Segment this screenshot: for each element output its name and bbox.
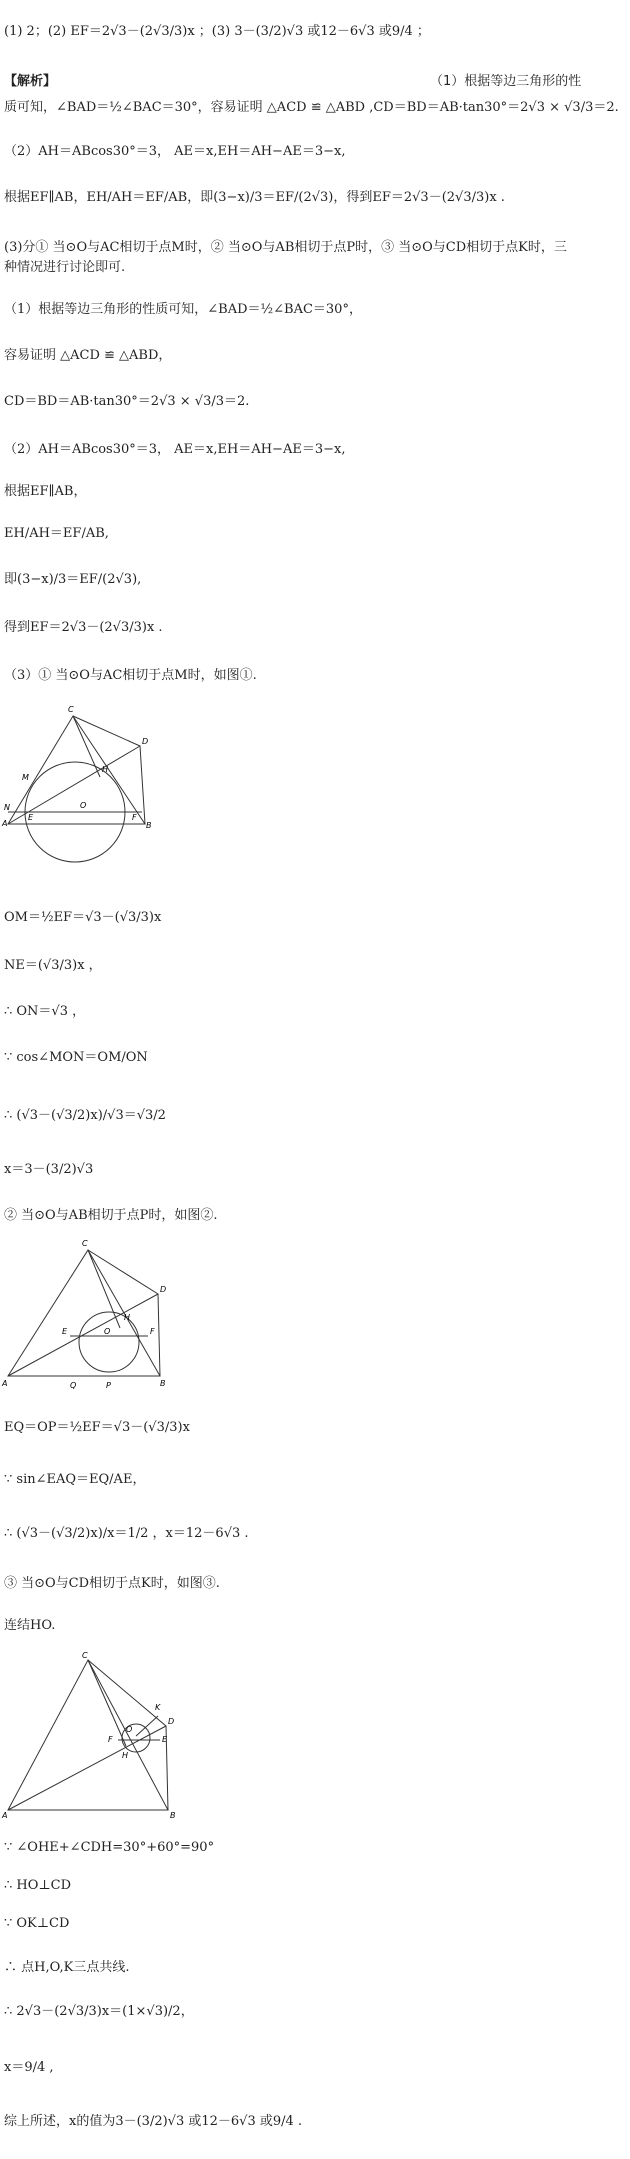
- analysis-title: 【解析】: [4, 74, 57, 89]
- figure-3: [0, 1650, 180, 1820]
- solution-s8: 得到EF＝2√3－(2√3/3)x .: [4, 620, 163, 635]
- case3-final: 综上所述，x的值为3－(3/2)√3 或12－6√3 或9/4 .: [4, 2114, 303, 2129]
- case3-c4: ∴ 点H,O,K三点共线.: [4, 1960, 130, 1975]
- case3-c1: ∵ ∠OHE+∠CDH=30°+60°=90°: [4, 1840, 215, 1855]
- analysis-p1-head: （1）根据等边三角形的性: [430, 74, 582, 89]
- analysis-p2: （2）AH＝ABcos30°＝3， AE＝x,EH＝AH−AE＝3−x,: [4, 144, 346, 159]
- label-h: H: [102, 765, 109, 774]
- case3-head: ③ 当⊙O与CD相切于点K时，如图③.: [4, 1576, 220, 1591]
- figure-2: [0, 1236, 170, 1396]
- solution-s6: EH/AH＝EF/AB,: [4, 526, 109, 541]
- analysis-p5: 种情况进行讨论即可.: [4, 260, 126, 275]
- label-p: P: [106, 1381, 111, 1390]
- label-k: K: [155, 1703, 161, 1712]
- label-a: A: [2, 1811, 8, 1820]
- label-o: O: [80, 801, 87, 810]
- label-d: D: [142, 737, 149, 746]
- analysis-p4: (3)分① 当⊙O与AC相切于点M时，② 当⊙O与AB相切于点P时，③ 当⊙O与CD相切于点K时，三: [4, 240, 567, 255]
- label-a: A: [2, 819, 8, 828]
- label-f: F: [150, 1327, 155, 1336]
- label-c: C: [82, 1239, 88, 1248]
- label-e: E: [62, 1327, 68, 1336]
- label-h: H: [122, 1751, 129, 1760]
- label-e: E: [162, 1735, 168, 1744]
- label-b: B: [160, 1379, 166, 1388]
- label-q: Q: [70, 1381, 77, 1390]
- solution-s3: CD＝BD＝AB·tan30°＝2√3 × √3/3＝2.: [4, 394, 250, 409]
- label-b: B: [146, 821, 152, 830]
- case2-head: ② 当⊙O与AB相切于点P时，如图②.: [4, 1208, 218, 1223]
- case3-c3: ∵ OK⊥CD: [4, 1916, 70, 1931]
- case1-c3: ∴ ON＝√3 ，: [4, 1004, 86, 1019]
- case3-c2: ∴ HO⊥CD: [4, 1878, 71, 1893]
- solution-s1: （1）根据等边三角形的性质可知，∠BAD＝½∠BAC＝30°，: [4, 302, 362, 317]
- label-h: H: [124, 1313, 131, 1322]
- label-e: E: [28, 813, 34, 822]
- label-o: O: [104, 1327, 111, 1336]
- case2-c2: ∵ sin∠EAQ＝EQ/AE，: [4, 1472, 146, 1487]
- analysis-p3: 根据EF∥AB，EH/AH＝EF/AB，即(3−x)/3＝EF/(2√3)，得到EF＝2√3－(2√3/3)x .: [4, 190, 505, 205]
- case1-c5: ∴ (√3－(√3/2)x)/√3＝√3/2: [4, 1108, 166, 1123]
- label-a: A: [2, 1379, 8, 1388]
- case1-c1: OM＝½EF＝√3－(√3/3)x: [4, 910, 162, 925]
- case3-c6: x＝9/4 ,: [4, 2060, 54, 2075]
- label-f: F: [132, 813, 137, 822]
- figure-1: [0, 700, 170, 880]
- case1-c2: NE＝(√3/3)x ，: [4, 958, 102, 973]
- solution-s4: （2）AH＝ABcos30°＝3， AE＝x,EH＝AH−AE＝3−x,: [4, 442, 346, 457]
- analysis-p1-body: 质可知，∠BAD＝½∠BAC＝30°，容易证明 △ACD ≌ △ABD ,CD＝BD＝AB·tan30°＝2√3 × √3/3＝2.: [4, 100, 619, 115]
- label-c: C: [68, 705, 74, 714]
- label-m: M: [22, 773, 29, 782]
- case3-c0: 连结HO.: [4, 1618, 56, 1633]
- answer-line: (1) 2；(2) EF＝2√3－(2√3/3)x ；(3) 3－(3/2)√3 或12－6√3 或9/4 ；: [4, 24, 430, 39]
- label-b: B: [170, 1811, 176, 1820]
- label-o: O: [126, 1725, 133, 1734]
- case1-c6: x＝3－(3/2)√3: [4, 1162, 94, 1177]
- label-n: N: [4, 803, 10, 812]
- case1-c4: ∵ cos∠MON＝OM/ON: [4, 1050, 148, 1065]
- case2-c1: EQ＝OP＝½EF＝√3－(√3/3)x: [4, 1420, 190, 1435]
- label-d: D: [160, 1285, 167, 1294]
- label-d: D: [168, 1717, 175, 1726]
- solution-s9: （3）① 当⊙O与AC相切于点M时，如图①.: [4, 668, 257, 683]
- label-f: F: [108, 1735, 113, 1744]
- case3-c5: ∴ 2√3－(2√3/3)x＝(1×√3)/2，: [4, 2004, 194, 2019]
- label-c: C: [82, 1651, 88, 1660]
- solution-s7: 即(3−x)/3＝EF/(2√3),: [4, 572, 142, 587]
- solution-s2: 容易证明 △ACD ≌ △ABD，: [4, 348, 172, 363]
- case2-c3: ∴ (√3－(√3/2)x)/x＝1/2 ，x＝12－6√3 .: [4, 1526, 249, 1541]
- solution-s5: 根据EF∥AB，: [4, 484, 87, 499]
